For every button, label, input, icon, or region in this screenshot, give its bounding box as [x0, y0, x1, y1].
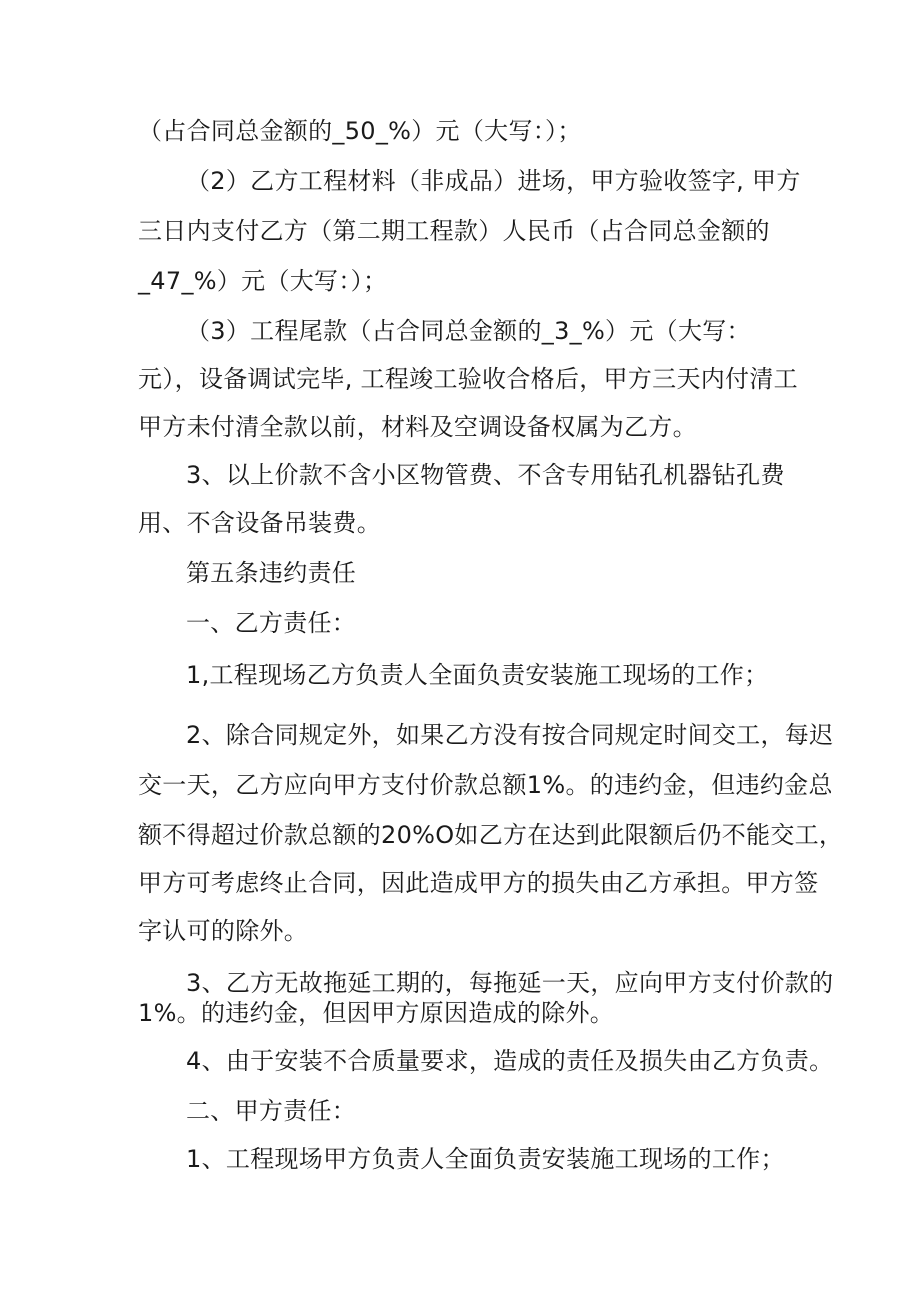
subsection-heading: 二、甲方责任：	[186, 1097, 357, 1125]
text-line: 元），设备调试完毕, 工程竣工验收合格后，甲方三天内付清工	[138, 365, 798, 393]
text-line: 4、由于安装不合质量要求，造成的责任及损失由乙方负责。	[186, 1047, 834, 1075]
text-line: 用、不含设备吊装费。	[138, 509, 381, 537]
text-line: 3、乙方无故拖延工期的，每拖延一天，应向甲方支付价款的	[186, 969, 834, 997]
text-line: 1,工程现场乙方负责人全面负责安装施工现场的工作；	[186, 661, 769, 689]
text-line: 甲方可考虑终止合同，因此造成甲方的损失由乙方承担。甲方签	[138, 869, 819, 897]
text-line: 1%。的违约金，但因甲方原因造成的除外。	[138, 999, 615, 1027]
section-heading: 第五条违约责任	[186, 559, 357, 587]
text-line: _47_%）元（大写：）；	[138, 267, 388, 295]
text-line: 交一天，乙方应向甲方支付价款总额1%。的违约金，但违约金总	[138, 771, 833, 799]
text-line: （占合同总金额的_50_%）元（大写：）；	[138, 117, 582, 145]
subsection-heading: 一、乙方责任：	[186, 609, 357, 637]
text-line: 三日内支付乙方（第二期工程款）人民币（占合同总金额的	[138, 217, 770, 245]
text-line: 1、工程现场甲方负责人全面负责安装施工现场的工作；	[186, 1145, 785, 1173]
text-line: （2）乙方工程材料（非成品）进场，甲方验收签字, 甲方	[186, 167, 801, 195]
text-line: 2、除合同规定外，如果乙方没有按合同规定时间交工，每迟	[186, 721, 834, 749]
text-line: 3、以上价款不含小区物管费、不含专用钻孔机器钻孔费	[186, 461, 785, 489]
text-line: 甲方未付清全款以前，材料及空调设备权属为乙方。	[138, 413, 697, 441]
text-line: 额不得超过价款总额的20%O如乙方在达到此限额后仍不能交工，	[138, 821, 844, 849]
text-line: （3）工程尾款（占合同总金额的_3_%）元（大写：	[186, 317, 751, 345]
text-line: 字认可的除外。	[138, 917, 309, 945]
